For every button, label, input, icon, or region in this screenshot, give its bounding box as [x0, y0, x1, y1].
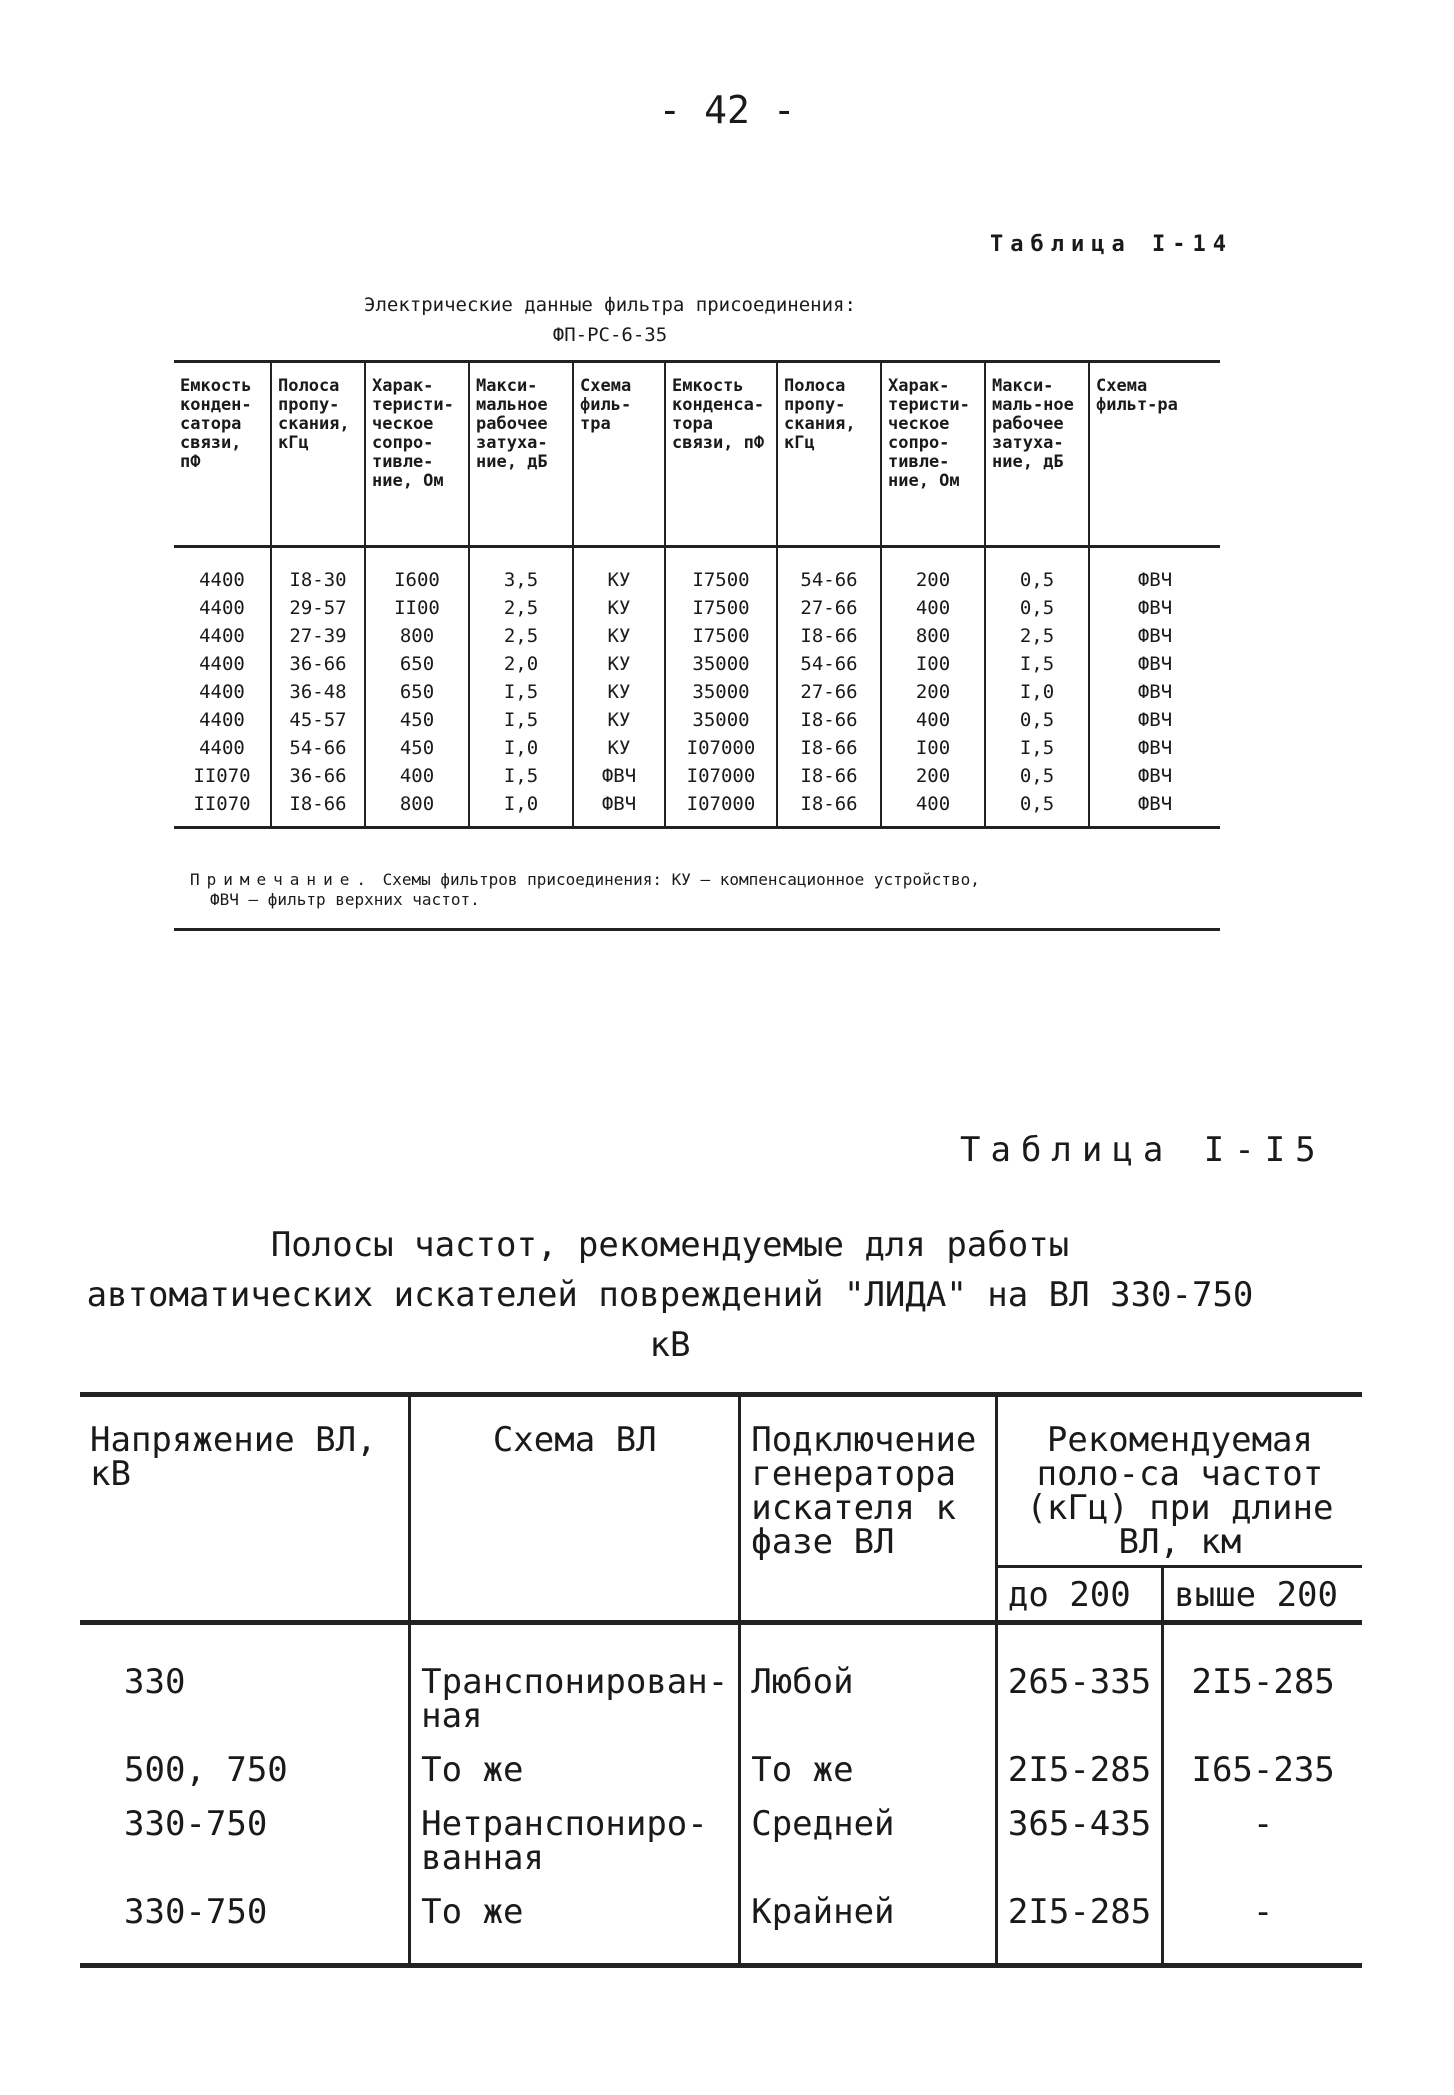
table14-cell: I,5 [469, 706, 573, 734]
table14-row [174, 734, 1220, 762]
table14-cell: I00 [881, 734, 985, 762]
table14-cell: I600 [365, 547, 469, 595]
table14-cell: 400 [881, 790, 985, 828]
table15-caption [60, 1220, 1280, 1370]
table14-header: Схема филь-тра [573, 362, 665, 547]
table14-cell: 800 [881, 622, 985, 650]
table15 [80, 1392, 1362, 1968]
table14-caption-line1: Электрические данные фильтра присоединения: [364, 294, 856, 316]
table15-cell-over200: 2I5-285 [1191, 1662, 1335, 1702]
table14-cell: 4400 [174, 650, 271, 678]
table14-label: Таблица I-14 [990, 232, 1233, 257]
table15-cell-scheme: То же [410, 1743, 740, 1797]
table15-cell-over200: - [1252, 1804, 1274, 1844]
table14-cell: I,5 [985, 650, 1089, 678]
table14-cell: КУ [573, 622, 665, 650]
table14-caption-line2: ФП-РС-6-35 [552, 324, 668, 346]
table14-cell: 35000 [665, 678, 777, 706]
table14-note [190, 870, 1190, 910]
table14-cell: 4400 [174, 594, 271, 622]
table14-cell: I,5 [985, 734, 1089, 762]
table14-cell: 54-66 [777, 547, 881, 595]
table14-header: Полоса пропу-скания, кГц [777, 362, 881, 547]
table14-cell: 36-48 [271, 678, 365, 706]
table14-cell: 400 [881, 706, 985, 734]
table14-header: Харак-теристи-ческое сопро-тивле-ние, Ом [881, 362, 985, 547]
table14-cell: II070 [174, 762, 271, 790]
table15-cell-over200: - [1163, 1885, 1362, 1966]
table14-cell: 36-66 [271, 762, 365, 790]
table14-cell: I07000 [665, 734, 777, 762]
table15-cell-scheme: То же [410, 1885, 740, 1966]
table15-header-row [80, 1395, 1362, 1567]
table14 [174, 360, 1220, 829]
table15-header-band: Рекомендуемая поло-са частот (кГц) при длине ВЛ, км [996, 1395, 1362, 1567]
table14-cell: 800 [365, 790, 469, 828]
table14-cell: 800 [365, 622, 469, 650]
table14-row [174, 547, 1220, 595]
table14-cell: 2,5 [469, 622, 573, 650]
table15-cell-connection: То же [740, 1743, 997, 1797]
table14-cell: 4400 [174, 734, 271, 762]
table14-row [174, 622, 1220, 650]
table14-note-line2: ФВЧ – фильтр верхних частот. [210, 890, 480, 909]
table14-cell: 0,5 [985, 547, 1089, 595]
table15-cell-voltage: 330-750 [80, 1885, 410, 1966]
table14-cell: 650 [365, 678, 469, 706]
table14-cell: ФВЧ [1137, 597, 1173, 619]
table14-cell: I00 [881, 650, 985, 678]
table14-cell: I07000 [665, 790, 777, 828]
table15-header-scheme: Схема ВЛ [410, 1395, 740, 1623]
table14-cell: II00 [365, 594, 469, 622]
table14-cell: 27-66 [777, 594, 881, 622]
table14-cell: 45-57 [271, 706, 365, 734]
table14-cell: КУ [573, 594, 665, 622]
table14-cell: 4400 [174, 706, 271, 734]
table14-cell: 35000 [665, 650, 777, 678]
table14-cell: 400 [881, 594, 985, 622]
table14-cell: I,5 [469, 762, 573, 790]
table14-cell: ФВЧ [573, 790, 665, 828]
table14-header: Макси-мальное рабочее затуха-ние, дБ [469, 362, 573, 547]
table14-note-lead: Примечание. [190, 870, 373, 889]
table15-row [80, 1797, 1362, 1885]
table14-cell: 4400 [174, 678, 271, 706]
table14-cell: I8-30 [271, 547, 365, 595]
table14-cell: ФВЧ [1137, 653, 1173, 675]
table14-cell: 36-66 [271, 650, 365, 678]
table14-row [174, 650, 1220, 678]
table14-cell: I8-66 [777, 734, 881, 762]
page-number: - 42 - [658, 88, 796, 132]
table14-row [174, 678, 1220, 706]
table14-cell: II070 [174, 790, 271, 828]
table14-cell: 2,5 [469, 594, 573, 622]
table14-header: Емкость конденса-тора связи, пФ [665, 362, 777, 547]
table14-cell: ФВЧ [1137, 569, 1173, 591]
table14-cell: 650 [365, 650, 469, 678]
table15-cell-voltage: 330 [80, 1623, 410, 1744]
table14-cell: 4400 [174, 622, 271, 650]
table15-cell-connection: Средней [740, 1797, 997, 1885]
table15-cell-voltage: 330-750 [80, 1797, 410, 1885]
table14-cell: ФВЧ [1137, 709, 1173, 731]
table14-cell: I7500 [665, 594, 777, 622]
table14-cell: 54-66 [777, 650, 881, 678]
table14-cell: 0,5 [985, 790, 1089, 828]
table14-header: Емкость конден-сатора связи, пФ [174, 362, 271, 547]
table14-cell: КУ [573, 706, 665, 734]
table14-cell: 200 [881, 678, 985, 706]
table14-caption [300, 290, 920, 350]
table14-cell: I,0 [469, 734, 573, 762]
table14-cell: 29-57 [271, 594, 365, 622]
table14-cell: 450 [365, 734, 469, 762]
table14-cell: 3,5 [469, 547, 573, 595]
table15-cell-over200: I65-235 [1191, 1750, 1335, 1790]
table14-cell: 0,5 [985, 594, 1089, 622]
table14-cell: I8-66 [777, 706, 881, 734]
table14-cell: 27-39 [271, 622, 365, 650]
table15-caption-line1: Полосы частот, рекомендуемые для работы [270, 1225, 1070, 1265]
table14-cell: КУ [573, 650, 665, 678]
table15-header-voltage: Напряжение ВЛ, кВ [80, 1395, 410, 1623]
table14-cell: I8-66 [777, 790, 881, 828]
table14-note-line1: Схемы фильтров присоединения: КУ – компенсационное устройство, [382, 870, 980, 889]
table15-row [80, 1885, 1362, 1966]
table14-cell: 0,5 [985, 762, 1089, 790]
table14-cell: 450 [365, 706, 469, 734]
table14-row [174, 762, 1220, 790]
table15-body [80, 1623, 1362, 1966]
table14-cell: I07000 [665, 762, 777, 790]
table14-cell: 0,5 [985, 706, 1089, 734]
table14-cell: ФВЧ [1137, 625, 1173, 647]
table14-cell: ФВЧ [573, 762, 665, 790]
table14-cell: I8-66 [271, 790, 365, 828]
table14-header: Макси-маль-ное рабочее затуха-ние, дБ [985, 362, 1089, 547]
table14-cell: 2,0 [469, 650, 573, 678]
table15-cell-scheme: Нетранспониро-ванная [410, 1797, 740, 1885]
table15-cell-voltage: 500, 750 [80, 1743, 410, 1797]
table14-cell: I7500 [665, 622, 777, 650]
table14-header: Схема фильт-ра [1089, 362, 1220, 547]
table14-row [174, 594, 1220, 622]
table15-header-over200: выше 200 [1163, 1567, 1362, 1623]
table14-cell: ФВЧ [1137, 737, 1173, 759]
table15-row [80, 1623, 1362, 1744]
table14-cell: КУ [573, 734, 665, 762]
table14-row [174, 790, 1220, 828]
table14-header-row [174, 362, 1220, 547]
table14-cell: КУ [573, 678, 665, 706]
table14-cell: 54-66 [271, 734, 365, 762]
table14-cell: I,0 [469, 790, 573, 828]
table15-cell-upto200: 365-435 [996, 1797, 1162, 1885]
table15-cell-connection: Любой [740, 1623, 997, 1744]
table14-cell: 400 [365, 762, 469, 790]
table15-caption-line2: автоматических искателей повреждений "ЛИДА" на ВЛ 330-750 кВ [86, 1275, 1254, 1365]
table14-cell: 200 [881, 762, 985, 790]
table15-cell-scheme: Транспонирован-ная [410, 1623, 740, 1744]
table14-header: Харак-теристи-ческое сопро-тивле-ние, Ом [365, 362, 469, 547]
table15-cell-upto200: 265-335 [996, 1623, 1162, 1744]
table15-label: Таблица I-I5 [960, 1130, 1326, 1170]
table15-cell-upto200: 2I5-285 [996, 1885, 1162, 1966]
table14-cell: I7500 [665, 547, 777, 595]
table14-bottom-rule [174, 928, 1220, 931]
table14-cell: I8-66 [777, 622, 881, 650]
table14-cell: 200 [881, 547, 985, 595]
table14-header: Полоса пропу-скания, кГц [271, 362, 365, 547]
table14-cell: I,5 [469, 678, 573, 706]
table15-cell-connection: Крайней [740, 1885, 997, 1966]
table14-cell: ФВЧ [1137, 765, 1173, 787]
table14-cell: ФВЧ [1089, 790, 1220, 828]
table15-header-connection: Подключение генератора искателя к фазе ВЛ [740, 1395, 997, 1623]
table14-cell: 2,5 [985, 622, 1089, 650]
table14-cell: ФВЧ [1137, 681, 1173, 703]
table15-cell-upto200: 2I5-285 [996, 1743, 1162, 1797]
table15-header-upto200: до 200 [996, 1567, 1162, 1623]
table14-cell: 27-66 [777, 678, 881, 706]
table14-cell: 35000 [665, 706, 777, 734]
table15-row [80, 1743, 1362, 1797]
table14-cell: 4400 [174, 547, 271, 595]
table14-body [174, 547, 1220, 828]
table14-cell: I8-66 [777, 762, 881, 790]
table14-cell: I,0 [985, 678, 1089, 706]
table14-row [174, 706, 1220, 734]
table14-cell: КУ [573, 547, 665, 595]
